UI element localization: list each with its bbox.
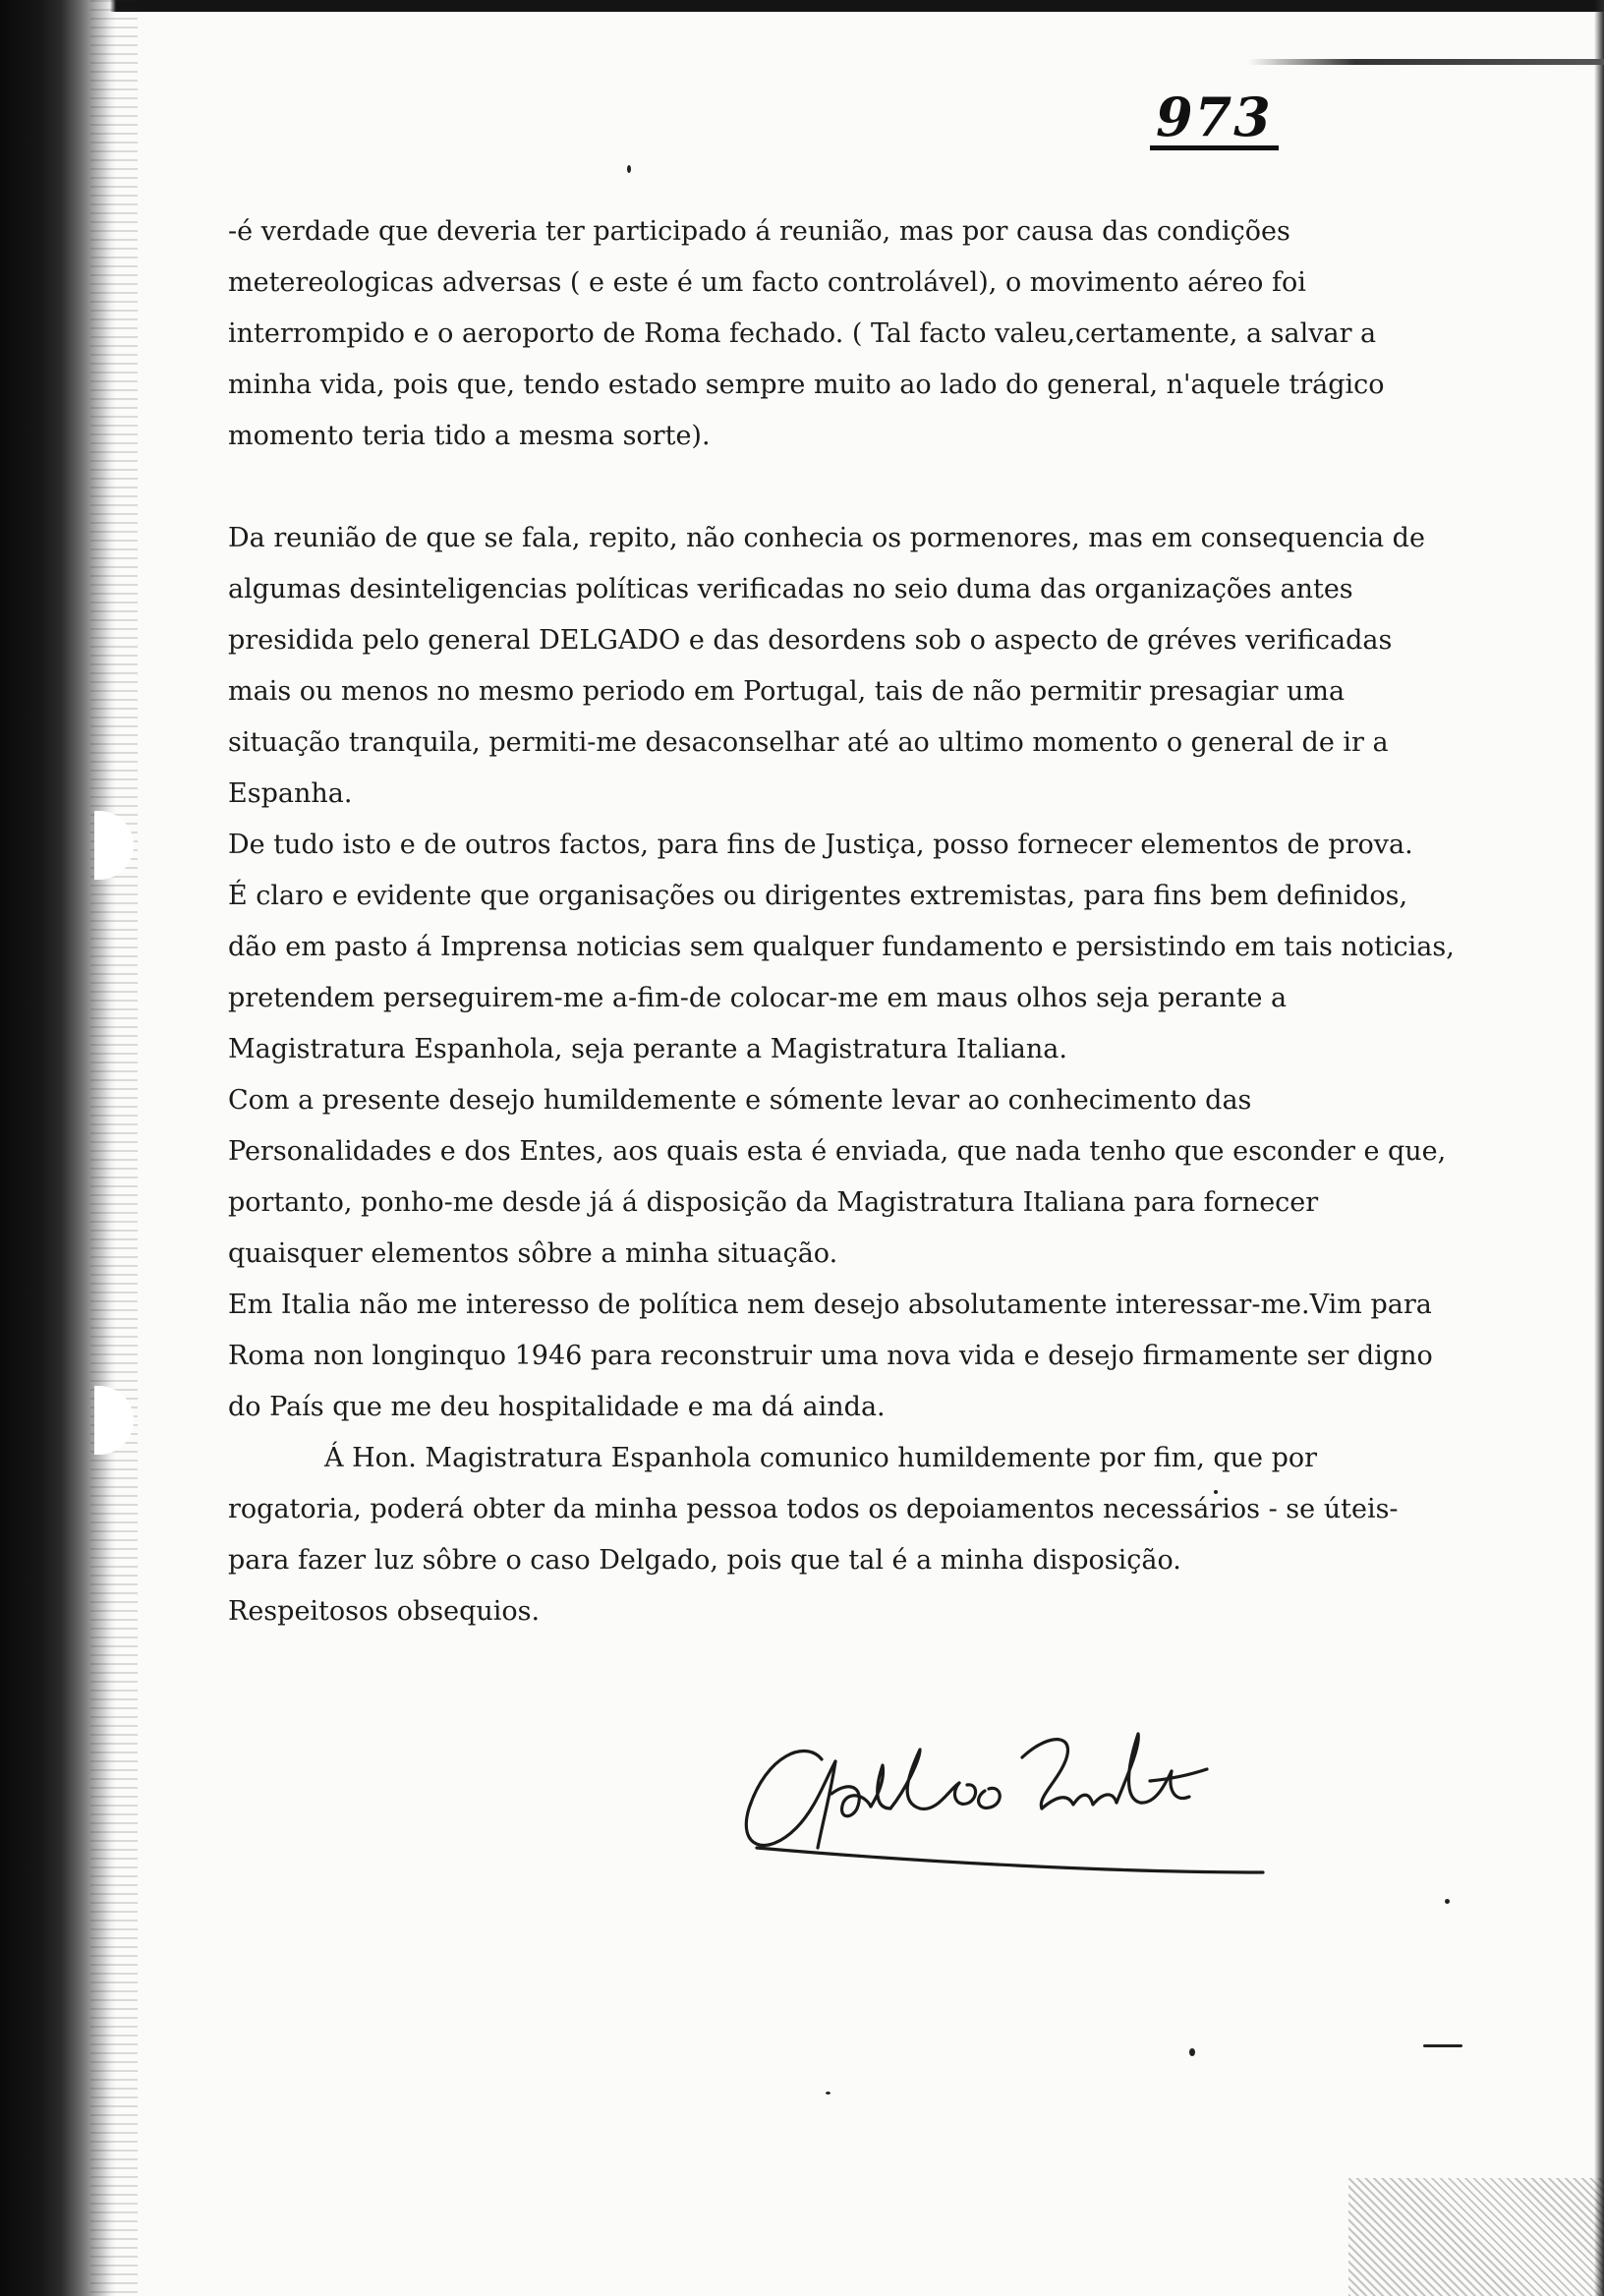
paragraph: Da reunião de que se fala, repito, não conhecia os pormenores, mas em consequencia de algumas desinteligencias políticas verificadas no seio duma das organizações antes presidida pelo general DELGADO e das desordens sob o aspecto de gréves verificadas mais ou menos no mesmo periodo em Portugal, tais de não permitir presagiar uma situação tranquila, permiti-me desaconselhar até ao ultimo momento o general de ir a Espanha.	[228, 523, 1425, 809]
handwritten-signature-icon	[727, 1700, 1278, 1887]
letter-body	[228, 206, 1457, 1637]
scan-right-edge	[1594, 0, 1604, 2296]
paragraph: Em Italia não me interesso de política nem desejo absolutamente interessar-me.Vim para Roma non longinquo 1946 para reconstruir uma nova vida e desejo firmamente ser digno do País que me deu hospitalidade e ma dá ainda.	[228, 1290, 1433, 1422]
paragraph: -é verdade que deveria ter participado á reunião, mas por causa das condições metereologicas adversas ( e este é um facto controlável), o movimento aéreo foi interrompido e o aeroporto de Roma fechado. ( Tal facto valeu,certamente, a salvar a minha vida, pois que, tendo estado sempre muito ao lado do general, n'aquele trágico momento teria tido a mesma sorte).	[228, 216, 1385, 451]
signature-drawing	[727, 1700, 1278, 1887]
scan-top-edge	[0, 0, 1604, 12]
page-number: 973	[1150, 90, 1279, 150]
ink-speck	[1214, 1490, 1218, 1494]
ink-speck	[627, 165, 631, 173]
paragraph-gap	[228, 462, 1457, 513]
paragraph: É claro e evidente que organisações ou dirigentes extremistas, para fins bem definidos, dão em pasto á Imprensa noticias sem qualquer fundamento e persistindo em tais noticias, pretendem perseguirem-me a-fim-de colocar-me em maus olhos seja perante a Magistratura Espanhola, seja perante a Magistratura Italiana.	[228, 881, 1455, 1064]
binding-speckle	[90, 0, 138, 2296]
ink-speck	[826, 2092, 831, 2095]
scan-mark	[1248, 59, 1604, 65]
paragraph: De tudo isto e de outros factos, para fins de Justiça, posso fornecer elementos de prova.	[228, 830, 1413, 860]
scan-noise	[1348, 2178, 1604, 2296]
paragraph: Com a presente desejo humildemente e sómente levar ao conhecimento das Personalidades e dos Entes, aos quais esta é enviada, que nada tenho que esconder e que, portanto, ponho-me desde já á disposição da Magistratura Italiana para fornecer quaisquer elementos sôbre a minha situação.	[228, 1085, 1447, 1269]
ink-mark	[1423, 2044, 1462, 2047]
closing: Respeitosos obsequios.	[228, 1596, 541, 1627]
ink-speck	[1189, 2048, 1195, 2056]
paragraph: Á Hon. Magistratura Espanhola comunico humildemente por fim, que por rogatoria, poderá obter da minha pessoa todos os depoiamentos necessários - se úteis-para fazer luz sôbre o caso Delgado, pois que tal é a minha disposição.	[228, 1443, 1399, 1576]
ink-speck	[1445, 1899, 1450, 1904]
